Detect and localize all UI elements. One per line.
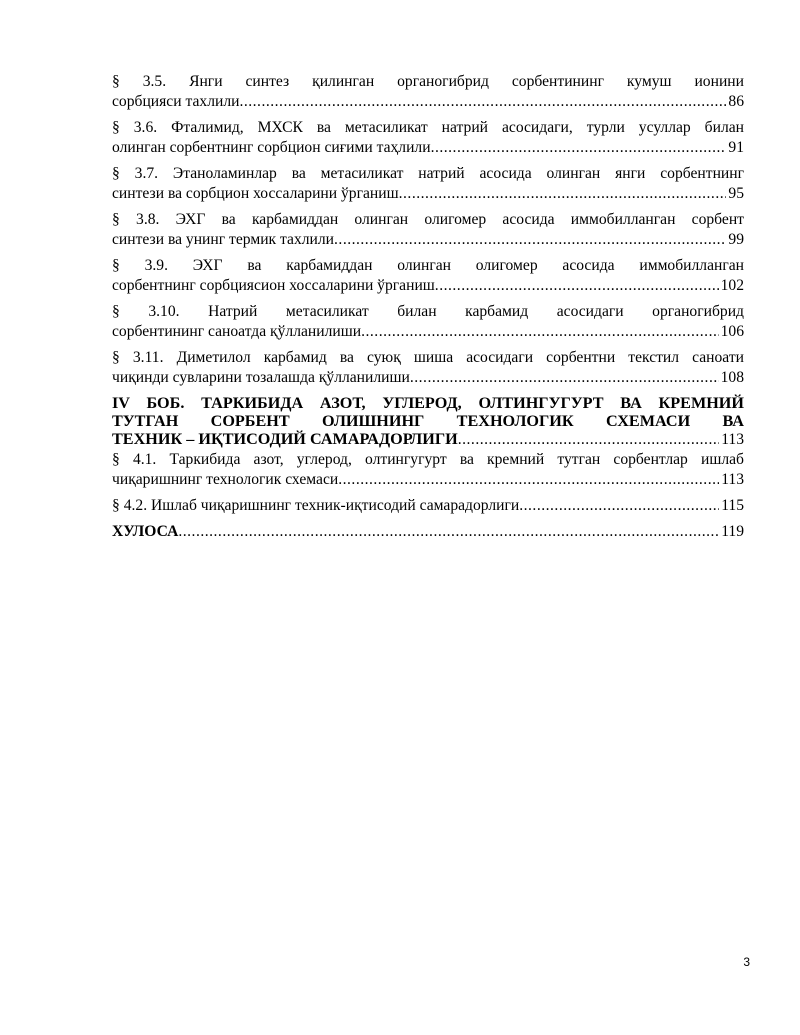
dot-leader (239, 92, 726, 112)
toc-page-number: 86 (728, 93, 744, 110)
dot-leader (334, 230, 726, 250)
dot-leader (399, 184, 727, 204)
toc-entry-text-end: синтези ва сорбцион хоссаларини ўрганиш (112, 185, 399, 202)
toc-entry-3-6 (112, 118, 744, 158)
chapter-title-line: ТУТГАН СОРБЕНТ ОЛИШНИНГ ТЕХНОЛОГИК СХЕМАСИ ВА (112, 412, 744, 430)
dot-leader (361, 322, 719, 342)
toc-page-number: 106 (720, 323, 744, 340)
toc-page-number: 119 (721, 523, 744, 540)
toc-entry-text: § 3.9. ЭХГ ва карбамиддан олинган олигомер асосида иммобилланган (112, 257, 744, 274)
dot-leader (435, 276, 719, 296)
toc-entry-3-7 (112, 164, 744, 204)
toc-entry-text: § 3.8. ЭХГ ва карбамиддан олинган олигомер асосида иммобилланган сорбент (112, 211, 744, 228)
toc-entry-4-2 (112, 496, 744, 516)
toc-entry-text-end: сорбцияси тахлили (112, 93, 240, 110)
toc-entry-3-5 (112, 72, 744, 112)
toc-page-number: 99 (728, 231, 744, 248)
toc-entry-text: § 4.2. Ишлаб чиқаришнинг техник-иқтисодий самарадорлиги (112, 497, 520, 514)
toc-page-number: 113 (721, 431, 744, 448)
dot-leader (178, 522, 719, 542)
toc-entry-text-end: чиқаришнинг технологик схемаси (112, 471, 339, 488)
toc-page-number: 95 (728, 185, 744, 202)
toc-conclusion (112, 522, 744, 542)
toc-page-number: 108 (720, 369, 744, 386)
chapter-title-end: ТЕХНИК – ИҚТИСОДИЙ САМАРАДОРЛИГИ (112, 430, 458, 448)
toc-entry-text-end: сорбентининг саноатда қўлланилиши (112, 323, 362, 340)
dot-leader (458, 431, 719, 449)
toc-entry-text-end: олинган сорбентнинг сорбцион сиғими таҳлили (112, 139, 431, 156)
toc-entry-text-end: сорбентнинг сорбциясион хоссаларини ўрганиш (112, 277, 435, 294)
dot-leader (431, 138, 727, 158)
toc-entry-text-end: синтези ва унинг термик тахлили (112, 231, 335, 248)
dot-leader (338, 470, 719, 490)
toc-entry-text: § 4.1. Таркибида азот, углерод, олтингугурт ва кремний тутган сорбентлар ишлаб (112, 451, 744, 468)
toc-entry-text: § 3.6. Фталимид, МХСК ва метасиликат натрий асосидаги, турли усуллар билан (112, 119, 744, 136)
toc-page-number: 91 (728, 139, 744, 156)
toc-entry-text: § 3.10. Натрий метасиликат билан карбамид асосидаги органогибрид (112, 303, 744, 320)
toc-chapter-4 (112, 394, 744, 449)
dot-leader (410, 368, 719, 388)
table-of-contents (112, 72, 744, 548)
toc-entry-3-10 (112, 302, 744, 342)
page-number: 3 (743, 955, 750, 969)
toc-entry-3-9 (112, 256, 744, 296)
toc-entry-text-end: чиқинди сувларини тозалашда қўлланилиши (112, 369, 410, 386)
toc-page-number: 113 (721, 471, 744, 488)
dot-leader (519, 496, 719, 516)
toc-entry-3-8 (112, 210, 744, 250)
toc-entry-4-1 (112, 450, 744, 490)
toc-page-number: 102 (720, 277, 744, 294)
toc-entry-text: § 3.7. Этаноламинлар ва метасиликат натрий асосида олинган янги сорбентнинг (112, 165, 744, 182)
toc-entry-3-11 (112, 348, 744, 388)
toc-entry-text: § 3.5. Янги синтез қилинган органогибрид сорбентининг кумуш ионини (112, 73, 744, 90)
toc-entry-text: § 3.11. Диметилол карбамид ва суюқ шиша асосидаги сорбентни текстил саноати (112, 349, 744, 366)
conclusion-title: ХУЛОСА (112, 523, 179, 540)
chapter-title-line: IV БОБ. ТАРКИБИДА АЗОТ, УГЛЕРОД, ОЛТИНГУГУРТ ВА КРЕМНИЙ (112, 394, 744, 412)
toc-page-number: 115 (721, 497, 744, 514)
